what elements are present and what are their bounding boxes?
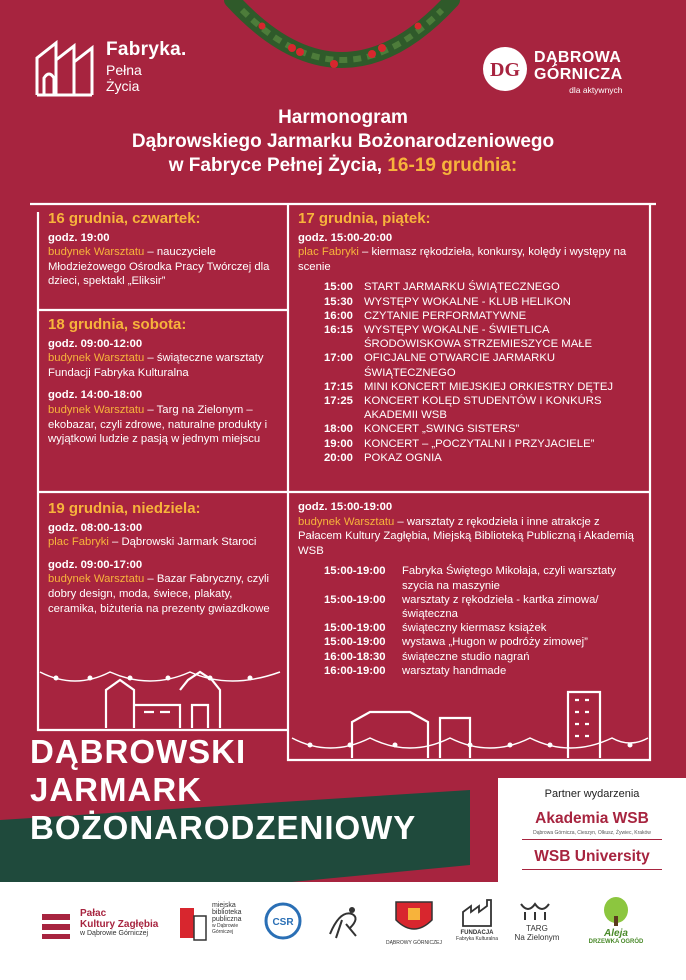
mbp-name4: w Dąbrowie Górniczej [212,923,239,935]
fundacja-name2: Fabryka Kulturalna [456,936,498,942]
stage-schedule-time: 20:00 [324,451,353,464]
palac-name1: Pałac [80,908,107,919]
workshop-schedule-event: świąteczny kiermasz książek [402,622,547,635]
stage-schedule-time: 17:25 [324,395,353,407]
mbp-name3: publiczna [212,916,242,923]
sponsor-fundacja [454,898,500,942]
palac-name3: w Dąbrowie Górniczej [80,930,149,937]
partner-box [498,778,686,882]
title-line1: Harmonogram [278,107,408,128]
partner-divider [522,839,662,840]
day-16-desc: – nauczyciele Młodzieżowego Ośrodka Pracy Twórczej dla dzieci, spektakl „Eliksir” [48,246,270,288]
stage-schedule-time: 17:15 [324,380,353,393]
stage-schedule-event: POKAZ OGNIA [364,451,442,464]
banner-title [30,733,416,847]
stage-schedule-event: KONCERT „SWING SISTERS” [364,423,520,436]
partner-label: Partner wydarzenia [544,788,640,800]
partner-university: WSB University [534,848,650,865]
coat-of-arms-icon [392,898,436,938]
fabryka-sub1: Pełna [106,61,142,78]
stage-schedule-time: 19:00 [324,437,353,450]
stage-schedule-time: 17:00 [324,352,353,365]
dg-name2: GÓRNICZA [534,65,623,83]
day-17-event1 [298,245,644,274]
stage-schedule-event: KONCERT KOLĘD STUDENTÓW I KONKURS AKADEMII WSB [364,395,602,422]
mbp-name1: miejska [212,902,236,909]
palac-logo-icon [40,910,74,940]
day-17-schedule-stage [324,280,642,465]
day-18-desc2: – Targ na Zielonym – ekobazar, czyli zdrowe, naturalne produkty i wyjątkowi ludzie z pasją w jednym miejscu [48,403,268,446]
mbp-name2: biblioteka [212,909,242,916]
aleja-name2: DRZEWKA OGRÓD [588,939,644,945]
day-19-desc2: – Bazar Fabryczny, czyli dobry design, moda, świece, plakaty, ceramika, biżuteria na prezenty gwiazdkowe [48,573,270,615]
banner-line1: DĄBROWSKI [30,733,247,770]
day-17-place1: plac Fabryki [298,246,359,259]
fabryka-sub2: Życia [106,77,140,94]
day-19-place2: budynek Warsztatu [48,573,145,586]
workshop-schedule-event: wystawa „Hugon w podróży zimowej” [402,636,588,649]
stage-schedule-time: 16:00 [324,309,353,322]
day-16-heading: 16 grudnia, czwartek: [48,210,201,227]
day-16-hour: godz. 19:00 [48,231,110,244]
day-18-hour1: godz. 09:00-12:00 [48,337,143,350]
stage-schedule-event: OFICJALNE OTWARCIE JARMARKU ŚWIĄTECZNEGO [364,352,556,379]
stage-schedule-event: MINI KONCERT MIEJSKIEJ ORKIESTRY DĘTEJ [364,380,614,393]
day-17-desc1: – kiermasz rękodzieła, konkursy, kolędy i występy na scenie [298,246,627,273]
day-18-event2 [48,403,280,447]
workshop-schedule-event: warsztaty handmade [402,664,507,677]
fundacja-logo-icon [461,898,493,928]
day-17-place2: budynek Warsztatu [298,515,395,528]
fundacja-name1: FUNDACJA [460,930,494,936]
targ-name1: TARG [526,924,548,933]
palac-name2: Kultury Zagłębia [80,919,159,930]
partner-divider-2 [522,869,662,870]
workshop-schedule-event: świąteczne studio nagrań [402,650,530,663]
sponsors-strip [0,882,686,980]
day-17-schedule-workshops [324,564,624,678]
stage-schedule-event: CZYTANIE PERFORMATYWNE [364,309,527,322]
workshop-schedule-time: 15:00-19:00 [324,622,386,635]
sponsor-targ [506,900,568,942]
fabryka-title: Fabryka. [106,39,187,60]
sponsor-dabrowy [384,898,444,946]
day-19-hour2: godz. 09:00-17:00 [48,558,143,571]
day-19-event1 [48,535,280,550]
mbp-logo-icon [178,906,208,942]
day-18-desc1: – świąteczne warsztaty Fundacji Fabryka Kulturalna [48,352,264,379]
day-17-desc2: – warsztaty z rękodzieła i inne atrakcje z Pałacem Kultury Zagłębia, Miejską Biblioteką Publiczną i Akademią WSB [298,515,634,557]
workshop-schedule-event: warsztaty z rękodzieła - kartka zimowa/świąteczna [402,593,599,620]
stage-schedule-time: 15:30 [324,295,353,308]
sponsor-mbp [178,902,258,935]
csr-logo-icon [264,902,302,940]
targ-logo-icon [519,900,555,922]
day-18-heading: 18 grudnia, sobota: [48,316,187,333]
partner-akademia: Akademia WSB [535,810,649,827]
dabrowy-text: DĄBROWY GÓRNICZEJ [385,940,443,946]
day-18-event1 [48,351,280,380]
workshop-schedule-time: 16:00-19:00 [324,664,386,677]
aleja-name1: Aleja [604,928,628,939]
day-19-heading: 19 grudnia, niedziela: [48,500,201,517]
day-16-place: budynek Warsztatu [48,246,145,259]
stage-schedule-time: 18:00 [324,423,353,436]
targ-name2: Na Zielonym [514,933,560,942]
day-17-workshops-section [298,500,644,678]
stage-schedule-event: WYSTĘPY WOKALNE - KLUB HELIKON [364,295,571,308]
day-17-hour1: godz. 15:00-20:00 [298,231,393,244]
day-16-event [48,245,283,289]
day-19-desc1: – Dąbrowski Jarmark Staroci [108,536,257,549]
day-18-place1: budynek Warsztatu [48,352,145,365]
day-19-event2 [48,572,280,616]
dance-logo-icon [322,900,366,944]
day-17-section [298,212,644,465]
workshop-schedule-time: 15:00-19:00 [324,636,386,649]
banner-line3: BOŻONARODZENIOWY [30,809,417,846]
title-line3-text: w Fabryce Pełnej Życia, [168,155,388,176]
workshop-schedule-time: 16:00-18:30 [324,650,386,663]
day-18-hour2: godz. 14:00-18:00 [48,389,143,402]
title-date-range: 16-19 grudnia: [387,155,518,176]
csr-text: CSR [272,917,294,928]
workshop-schedule-event: Fabryka Świętego Mikołaja, czyli warsztaty szycia na maszynie [402,565,617,592]
dg-name1: DĄBROWA [534,49,622,66]
tree-logo-icon [599,896,633,926]
day-18-place2: budynek Warsztatu [48,403,145,416]
stage-schedule-event: WYSTĘPY WOKALNE - ŚWIETLICA ŚRODOWISKOWA STRZEMIESZYCE MAŁE [364,323,593,351]
day-19-section [48,502,280,624]
dg-monogram: DG [490,59,520,81]
stage-schedule-event: KONCERT – „POCZYTALNI I PRZYJACIELE” [364,437,595,450]
day-17-hour2: godz. 15:00-19:00 [298,501,393,513]
day-18-section [48,318,280,455]
day-17-event2 [298,515,644,559]
banner-line2: JARMARK [30,771,202,808]
title-line2: Dąbrowskiego Jarmarku Bożonarodzeniowego [131,131,555,152]
stage-schedule-time: 15:00 [324,281,353,294]
sponsor-palac [40,908,164,937]
day-19-place1: plac Fabryki [48,536,109,549]
partner-akademia-sub: Dąbrowa Górnicza, Cieszyn, Olkusz, Żywiec, Kraków [533,830,651,836]
dg-tagline: dla aktywnych [569,84,623,95]
day-16-section [48,212,283,297]
stage-schedule-event: START JARMARKU ŚWIĄTECZNEGO [364,281,560,294]
sponsor-aleja [584,896,648,945]
day-17-heading: 17 grudnia, piątek: [298,210,431,227]
workshop-schedule-time: 15:00-19:00 [324,565,386,578]
workshop-schedule-time: 15:00-19:00 [324,593,386,606]
day-19-hour1: godz. 08:00-13:00 [48,521,143,534]
stage-schedule-time: 16:15 [324,323,353,336]
